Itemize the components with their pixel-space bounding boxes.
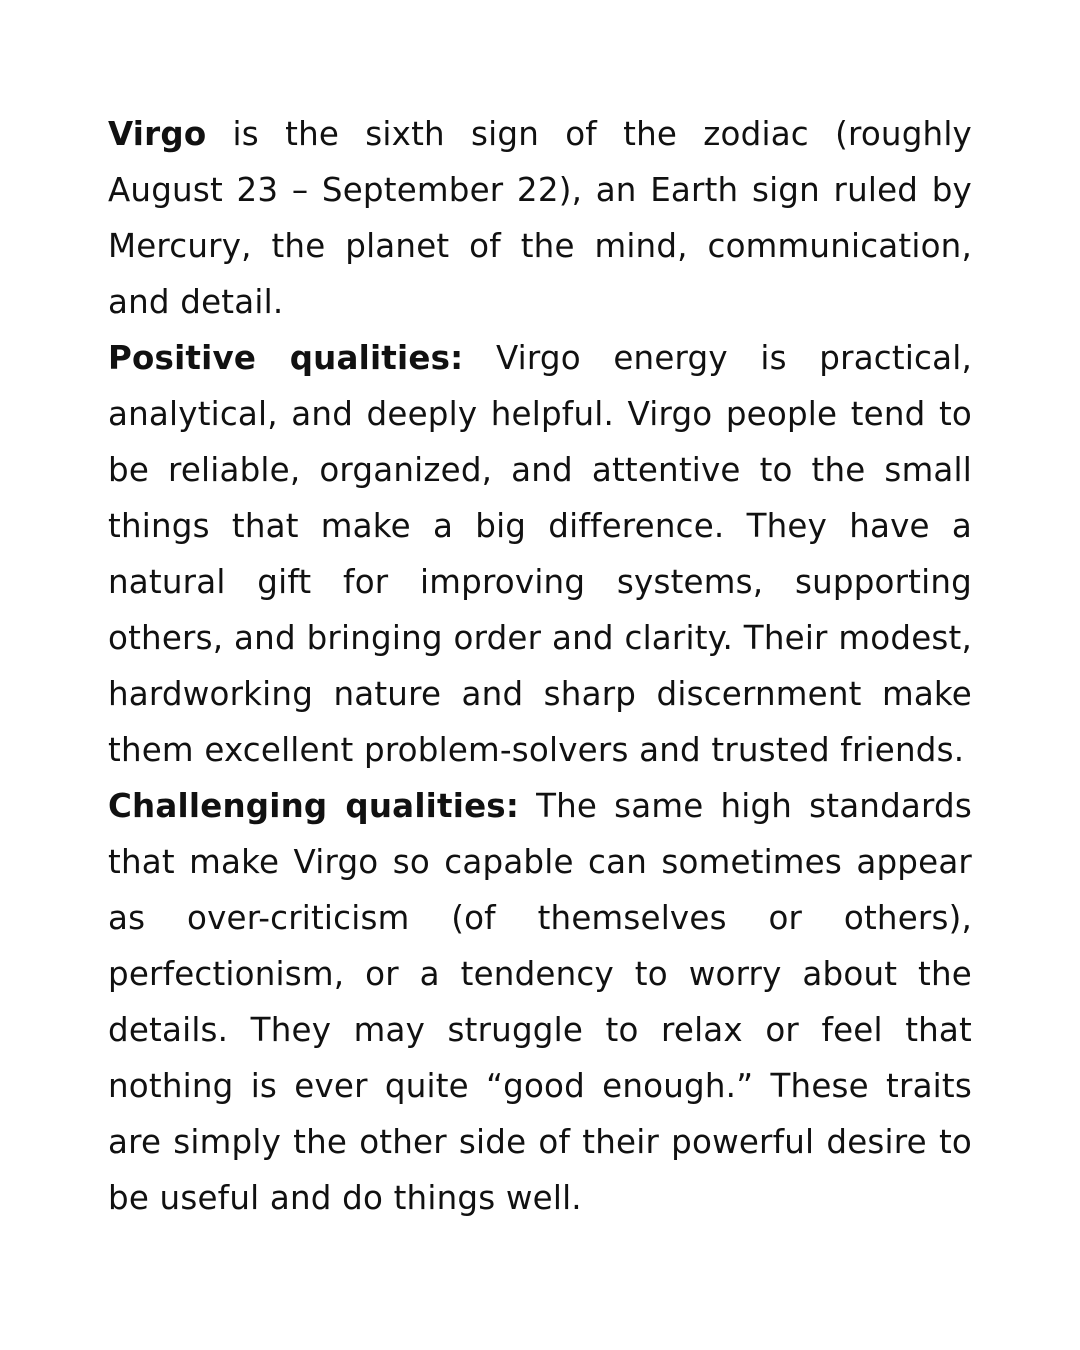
document-body bbox=[108, 106, 972, 1226]
intro-paragraph bbox=[108, 106, 972, 330]
positive-qualities-text: Virgo energy is practical, analytical, and deeply helpful. Virgo people tend to be reliable, organized, and attentive to the small things that make a big difference. They have a natural gift for improving systems, supporting others, and bringing order and clarity. Their modest, hardworking nature and sharp discernment make them excellent problem-solvers and trusted friends. bbox=[108, 339, 972, 769]
intro-text: is the sixth sign of the zodiac (roughly August 23 – September 22), an Earth sign ruled by Mercury, the planet of the mind, communication, and detail. bbox=[108, 115, 972, 321]
intro-lead: Virgo bbox=[108, 115, 207, 153]
positive-qualities-paragraph bbox=[108, 330, 972, 778]
challenging-qualities-paragraph bbox=[108, 778, 972, 1226]
positive-qualities-lead: Positive qualities: bbox=[108, 339, 464, 377]
challenging-qualities-text: The same high standards that make Virgo so capable can sometimes appear as over-criticism (of themselves or others), perfectionism, or a tendency to worry about the details. They may struggle to relax or feel that nothing is ever quite “good enough.” These traits are simply the other side of their powerful desire to be useful and do things well. bbox=[108, 787, 973, 1217]
challenging-qualities-lead: Challenging qualities: bbox=[108, 787, 520, 825]
